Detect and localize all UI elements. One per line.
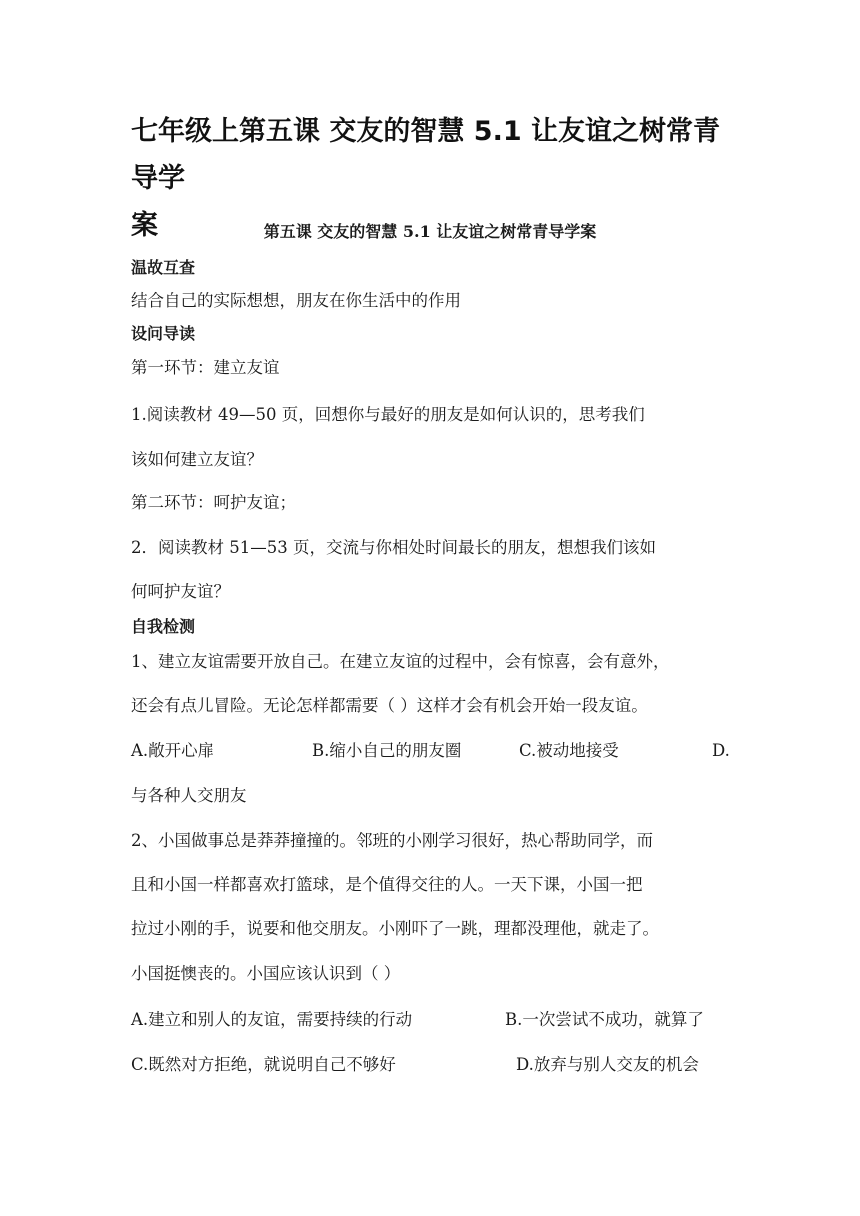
selfcheck-q1-line1: 1、建立友谊需要开放自己。在建立友谊的过程中，会有惊喜，会有意外，: [131, 652, 670, 671]
q1-option-d: D.: [712, 741, 730, 760]
q1-option-c: C.被动地接受: [519, 741, 619, 760]
guide-q1-line1: 1.阅读教材 49—50 页，回想你与最好的朋友是如何认识的，思考我们: [131, 405, 645, 424]
guide-heading: 设问导读: [131, 324, 196, 343]
q2-option-a: A.建立和别人的友谊，需要持续的行动: [131, 1010, 413, 1029]
guide-step2-title: 第二环节：呵护友谊；: [131, 493, 296, 512]
selfcheck-q2-line3: 拉过小刚的手，说要和他交朋友。小刚吓了一跳，理都没理他，就走了。: [131, 919, 659, 938]
review-text: 结合自己的实际想想，朋友在你生活中的作用: [131, 291, 461, 310]
guide-q2-line2: 何呵护友谊？: [131, 582, 230, 601]
guide-q1-line2: 该如何建立友谊？: [131, 450, 263, 469]
q1-option-d-continued: 与各种人交朋友: [131, 786, 247, 805]
review-heading: 温故互查: [131, 258, 196, 277]
q2-option-b: B.一次尝试不成功，就算了: [505, 1010, 704, 1029]
selfcheck-q2-line1: 2、小国做事总是莽莽撞撞的。邻班的小刚学习很好，热心帮助同学，而: [131, 831, 653, 850]
q2-option-c: C.既然对方拒绝，就说明自己不够好: [131, 1055, 396, 1074]
q1-option-b: B.缩小自己的朋友圈: [312, 741, 462, 760]
guide-step1-title: 第一环节：建立友谊: [131, 358, 280, 377]
selfcheck-q1-line2: 还会有点儿冒险。无论怎样都需要（ ）这样才会有机会开始一段友谊。: [131, 696, 648, 715]
selfcheck-heading: 自我检测: [131, 617, 196, 636]
title-line-1: 七年级上第五课 交友的智慧 5.1 让友谊之树常青导学: [131, 116, 721, 194]
title-line-2: 案: [131, 210, 158, 241]
q1-option-a: A.敞开心扉: [131, 741, 215, 760]
q2-option-d: D.放弃与别人交友的机会: [516, 1055, 699, 1074]
selfcheck-q2-line4: 小国挺懊丧的。小国应该认识到（ ）: [131, 964, 401, 983]
guide-q2-line1: 2．阅读教材 51—53 页，交流与你相处时间最长的朋友，想想我们该如: [131, 538, 656, 557]
selfcheck-q2-line2: 且和小国一样都喜欢打篮球，是个值得交往的人。一天下课，小国一把: [131, 875, 643, 894]
document-subtitle: 第五课 交友的智慧 5.1 让友谊之树常青导学案: [263, 222, 597, 241]
